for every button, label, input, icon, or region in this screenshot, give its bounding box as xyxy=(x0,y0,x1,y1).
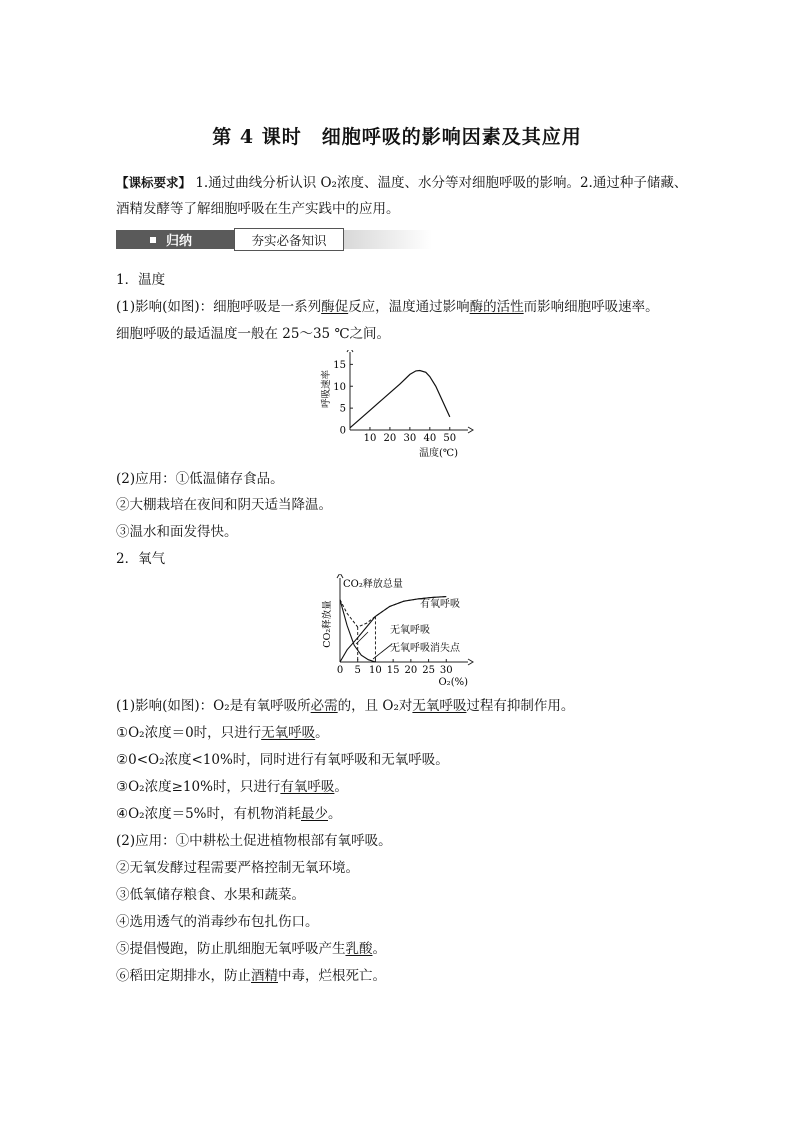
text: 的，且 O₂对 xyxy=(337,698,413,714)
annotation-anaerobic: 无氧呼吸 xyxy=(390,625,430,636)
y-tick-label: 5 xyxy=(339,403,346,415)
x-tick-label: 0 xyxy=(336,665,344,676)
oxygen-item-1 xyxy=(116,723,329,743)
x-tick-label: 25 xyxy=(422,665,435,676)
text: 。 xyxy=(334,779,348,795)
underlined-answer: 有氧呼吸 xyxy=(280,779,335,795)
annotation-total: CO₂释放总量 xyxy=(343,579,403,590)
text: 。 xyxy=(372,941,386,957)
text: ④O₂浓度＝5%时，有机物消耗 xyxy=(116,806,301,822)
x-tick-label: 10 xyxy=(369,665,382,676)
x-tick-label: 10 xyxy=(363,433,377,444)
y-tick-label: 10 xyxy=(333,381,346,393)
temperature-app-3: ③温水和面发得快。 xyxy=(116,524,238,540)
underlined-answer: 乳酸 xyxy=(345,941,373,957)
y-axis-arrow xyxy=(337,574,343,578)
x-tick-label: 15 xyxy=(386,665,400,676)
oxygen-app-2: ②无氧发酵过程需要严格控制无氧环境。 xyxy=(116,860,359,876)
oxygen-app-1: (2)应用：①中耕松土促进植物根部有氧呼吸。 xyxy=(116,833,392,849)
temperature-app-2: ②大棚栽培在夜间和阴天适当降温。 xyxy=(116,497,332,513)
temperature-optimum: 细胞呼吸的最适温度一般在 25～35 ℃之间。 xyxy=(116,326,391,342)
x-axis-label: 温度(℃) xyxy=(419,448,458,459)
banner-gradient xyxy=(344,230,432,249)
text: 而影响细胞呼吸速率。 xyxy=(523,299,659,315)
underlined-answer: 无氧呼吸 xyxy=(412,698,467,714)
underlined-answer: 最少 xyxy=(301,806,328,822)
y-tick-label: 0 xyxy=(339,425,346,437)
oxygen-item-3 xyxy=(116,777,348,797)
x-axis-arrow xyxy=(468,427,473,433)
annotation-aerobic: 有氧呼吸 xyxy=(420,599,460,610)
text: ①O₂浓度＝0时，只进行 xyxy=(116,725,262,741)
temperature-app-1: (2)应用：①低温储存食品。 xyxy=(116,471,284,487)
temperature-chart xyxy=(318,350,478,462)
text: 。 xyxy=(315,725,329,741)
x-tick-label: 50 xyxy=(443,433,457,444)
oxygen-app-6 xyxy=(116,966,386,986)
text: 过程有抑制作用。 xyxy=(466,698,575,714)
underlined-answer: 酶的活性 xyxy=(469,299,524,315)
x-tick-label: 30 xyxy=(403,433,417,444)
y-axis-label: CO₂释放量 xyxy=(322,600,333,648)
x-tick-label: 40 xyxy=(423,433,437,444)
banner-label xyxy=(116,230,234,249)
oxygen-heading: 2．氧气 xyxy=(116,551,166,567)
oxygen-effect xyxy=(116,696,574,716)
square-icon xyxy=(150,237,156,243)
x-tick-label: 5 xyxy=(354,665,361,676)
x-tick-label: 20 xyxy=(383,433,397,444)
y-axis-arrow xyxy=(347,350,353,352)
underlined-answer: 酒精 xyxy=(251,968,278,984)
y-axis-label: 呼吸速率 xyxy=(321,369,332,409)
oxygen-item-4 xyxy=(116,804,342,824)
x-tick-label: 20 xyxy=(404,665,418,676)
banner-left-text: 归纳 xyxy=(166,234,193,249)
x-tick-label: 30 xyxy=(439,665,453,676)
temperature-effect xyxy=(116,297,659,317)
text: 反应，温度通过影响 xyxy=(348,299,470,315)
oxygen-app-4: ④选用透气的消毒纱布包扎伤口。 xyxy=(116,914,319,930)
text: 中毒，烂根死亡。 xyxy=(278,968,386,984)
course-standard xyxy=(116,170,696,222)
section-banner xyxy=(116,228,432,250)
oxygen-chart xyxy=(318,574,484,688)
page-title: 第 4 课时 细胞呼吸的影响因素及其应用 xyxy=(212,126,582,148)
standard-tag: 【课标要求】 xyxy=(116,175,192,190)
oxygen-app-5 xyxy=(116,939,386,959)
standard-text: 1.通过曲线分析认识 O₂浓度、温度、水分等对细胞呼吸的影响。2.通过种子储藏、酒精发酵等了解细胞呼吸在生产实践中的应用。 xyxy=(116,175,688,217)
y-tick-label: 15 xyxy=(333,359,346,371)
text: (1)影响(如图)：细胞呼吸是一系列 xyxy=(116,299,322,315)
text: ⑤提倡慢跑，防止肌细胞无氧呼吸产生 xyxy=(116,941,346,957)
oxygen-item-2: ②0<O₂浓度<10%时，同时进行有氧呼吸和无氧呼吸。 xyxy=(116,752,449,768)
underlined-answer: 酶促 xyxy=(321,299,349,315)
text: ③O₂浓度≥10%时，只进行 xyxy=(116,779,281,795)
underlined-answer: 必需 xyxy=(310,698,338,714)
annotation-vanishing-point: 无氧呼吸消失点 xyxy=(390,643,460,654)
oxygen-app-3: ③低氧储存粮食、水果和蔬菜。 xyxy=(116,887,305,903)
x-axis-arrow xyxy=(468,659,473,665)
text: 。 xyxy=(328,806,342,822)
underlined-answer: 无氧呼吸 xyxy=(261,725,316,741)
series-line xyxy=(350,371,450,428)
text: (1)影响(如图)：O₂是有氧呼吸所 xyxy=(116,698,311,714)
text: ⑥稻田定期排水，防止 xyxy=(116,968,251,984)
temperature-heading: 1．温度 xyxy=(116,272,166,288)
banner-subtitle: 夯实必备知识 xyxy=(234,228,344,251)
x-axis-label: O₂(%) xyxy=(438,677,468,688)
